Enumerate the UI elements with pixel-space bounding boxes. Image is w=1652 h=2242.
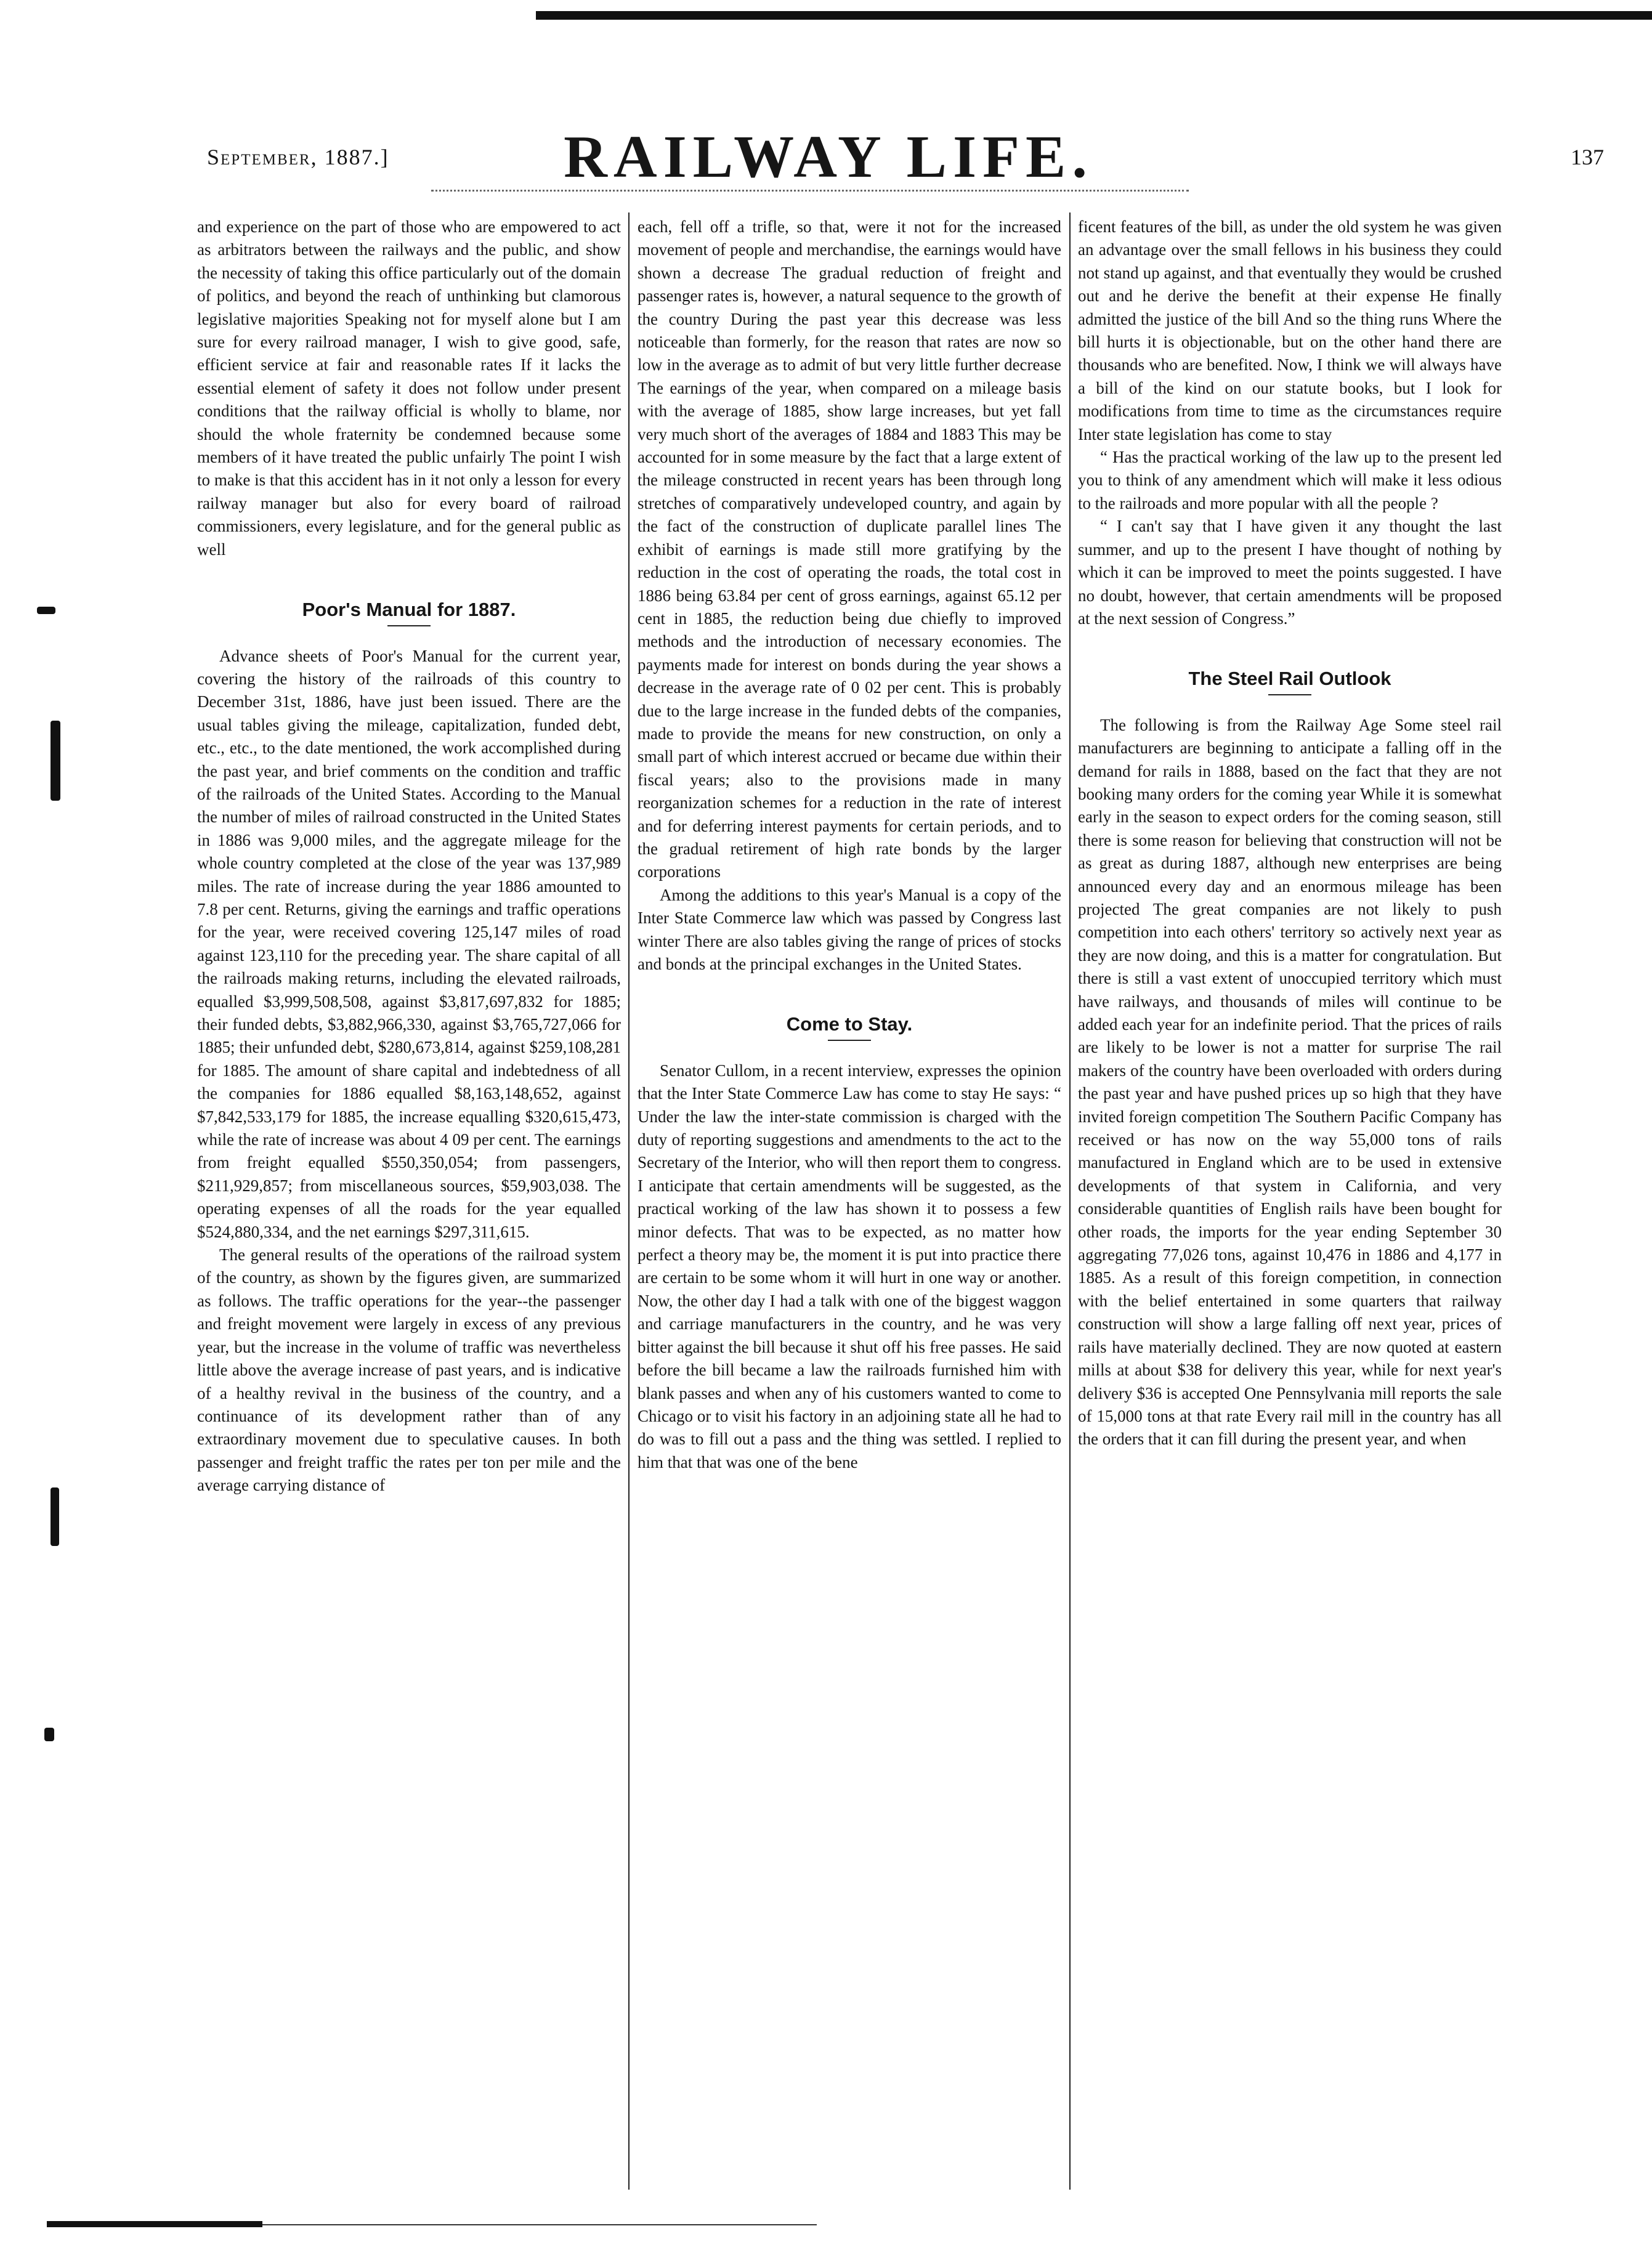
- issue-date: September, 1887.]: [207, 145, 389, 169]
- paragraph: Advance sheets of Poor's Manual for the current year, covering the history of the railroads of this country to December 31st, 1886, have just been issued. There are the usual tables giving the mileage, capitalization, funded debt, etc., etc., to the date mentioned, the work accomplished during the past year, and brief comments on the condition and traffic of the railroads of the United States. According to the Manual the number of miles of railroad constructed in the United States in 1886 was 9,000 miles, and the aggregate mileage for the whole country completed at the close of the year was 137,989 miles. The rate of increase during the year 1886 amounted to 7.8 per cent. Returns, giving the earnings and traffic operations for the year, were received covering 125,147 miles of road against 123,110 for the preceding year. The share capital of all the railroads making returns, including the elevated railroads, equalled $3,999,508,508, against $3,817,697,832 for 1885; their funded debts, $3,882,966,330, against $3,765,727,066 for 1885; their unfunded debt, $280,673,814, against $259,108,281 for 1885. The amount of share capital and indebtedness of all the companies for 1886 equalled $8,163,148,652, against $7,842,533,179 for 1885, the increase equalling $320,615,473, while the rate of increase was about 4 09 per cent. The earnings from freight equalled $550,350,054; from passengers, $211,929,857; from miscellaneous sources, $59,903,038. The operating expenses of all the roads for the year equalled $524,880,334, and the net earnings $297,311,615.: [197, 646, 621, 1241]
- paragraph: “ I can't say that I have given it any thought the last summer, and up to the present I have thought of nothing by which it can be improved to meet the points suggested. I have no doubt, however, that certain amendments will be proposed at the next session of Congress.”: [1078, 517, 1502, 628]
- top-edge-rule: [536, 11, 1652, 20]
- heading-rule: [1268, 694, 1311, 695]
- page-header: [0, 123, 1652, 209]
- column-rule: [1069, 212, 1071, 2190]
- column-middle: [638, 216, 1061, 1474]
- bottom-edge-rule: [47, 2221, 262, 2227]
- paragraph: The following is from the Railway Age Some steel rail manufacturers are beginning to anticipate a falling off in the demand for rails in 1888, based on the fact that they are not booking many orders for the coming year While it is somewhat early in the season to expect orders for the coming season, still there is some reason for believing that construction will not be as great as during 1887, although new enterprises are being announced every day and an enormous mileage has been projected The great companies are not likely to push competition into each others' territory so actively next year as they are now doing, and this is a matter for congratulation. But there is still a vast extent of unoccupied territory which must have railways, and thousands of miles will continue to be added each year for an indefinite period. That the prices of rails are likely to be lower is not a matter for surprise The rail makers of the country have been overloaded with orders during the past year and have pushed prices up so high that they have invited foreign competition The Southern Pacific Company has received or has now on the way 55,000 tons of rails manufactured in England which are to be used in extensive developments of that system in California, and very considerable quantities of English rails have been bought for other roads, the imports for the year ending September 30 aggregating 77,026 tons, against 10,476 in 1886 and 4,177 in 1885. As a result of this foreign competition, in connection with the belief entertained in some quarters that railway construction will show a large falling off next year, prices of rails have materially declined. They are now quoted at eastern mills at about $38 for delivery this year, while for next year's delivery $36 is accepted One Pennsylvania mill reports the sale of 15,000 tons at that rate Every rail mill in the country has all the orders that it can fill during the present year, and when: [1078, 715, 1502, 1449]
- margin-blot: [44, 1728, 54, 1741]
- article-heading: Poor's Manual for 1887.: [302, 599, 516, 621]
- column-left: [197, 216, 621, 1497]
- column-right: [1078, 216, 1502, 1451]
- article-heading: Come to Stay.: [786, 1013, 913, 1035]
- paragraph: “ Has the practical working of the law up to the present led you to think of any amendment which will make it less odious to the railroads and more popular with all the people ?: [1078, 448, 1502, 512]
- binding-hole-mark: [51, 721, 60, 801]
- heading-rule: [828, 1040, 871, 1041]
- paragraph: Among the additions to this year's Manual is a copy of the Inter State Commerce law which was passed by Congress last winter There are also tables giving the range of prices of stocks and bonds at the principal exchanges in the United States.: [638, 885, 1061, 973]
- header-divider: [431, 190, 1189, 196]
- binding-hole-mark: [51, 1487, 59, 1546]
- paragraph: ficent features of the bill, as under the old system he was given an advantage over the small fellows in his business they could not stand up against, and that eventually they would be crushed out and he derive the benefit at their expense He finally admitted the justice of the bill And so the thing runs Where the bill hurts it is objectionable, but on the other hand there are thousands who are benefited. Now, I think we will always have a bill of the kind on our statute books, but I look for modifications from time to time as the circumstances require Inter state legislation has come to stay: [1078, 217, 1502, 443]
- bottom-edge-rule-thin: [262, 2224, 817, 2225]
- page-number: 137: [1571, 145, 1604, 169]
- heading-rule: [387, 625, 431, 626]
- paragraph: and experience on the part of those who are empowered to act as arbitrators between the railways and the public, and show the necessity of taking this office particularly out of the domain of politics, and beyond the reach of unthinking but clamorous legislative majorities Speaking not for myself alone but I am sure for every railroad manager, I wish to give good, safe, efficient service at fair and reasonable rates If it lacks the essential element of safety it does not follow under present conditions that the railway official is wholly to blame, nor should the whole fraternity be condemned because some members of it have treated the public unfairly The point I wish to make is that this accident has in it not only a lesson for every railway manager but also for every board of railroad commissioners, every legislature, and for the general public as well: [197, 217, 621, 559]
- paragraph: Senator Cullom, in a recent interview, expresses the opinion that the Inter State Commerce Law has come to stay He says: “ Under the law the inter-state commission is charged with the duty of reporting suggestions and amendments to the act to the Secretary of the Interior, who will then report them to congress. I anticipate that certain amendments will be suggested, as the practical working of the law has shown it to possess a few minor defects. That was to be expected, as no matter how perfect a theory may be, the moment it is put into practice there are certain to be some whom it will hurt in one way or another. Now, the other day I had a talk with one of the biggest waggon and carriage manufacturers in the country, and he was very bitter against the bill because it shut off his free passes. He said before the bill became a law the railroads furnished him with blank passes and when any of his customers wanted to come to Chicago or to visit his factory in an adjoining state all he had to do was to fill out a pass and the thing was settled. I replied to him that that was one of the bene: [638, 1061, 1061, 1471]
- margin-blot: [37, 607, 55, 614]
- column-rule: [628, 212, 630, 2190]
- masthead-title: RAILWAY LIFE.: [564, 124, 1093, 190]
- paragraph: The general results of the operations of the railroad system of the country, as shown by the figures given, are summarized as follows. The traffic operations for the year--the passenger and freight movement were largely in excess of any previous year, but the increase in the volume of traffic was nevertheless little above the average increase of past years, and is indicative of a healthy revival in the business of the country, and a continuance of its development rather than of any extraordinary movement due to speculative causes. In both passenger and freight traffic the rates per ton per mile and the average carrying distance of: [197, 1245, 621, 1495]
- article-heading: The Steel Rail Outlook: [1188, 668, 1391, 690]
- paragraph: each, fell off a trifle, so that, were it not for the increased movement of people and merchandise, the earnings would have shown a decrease The gradual reduction of freight and passenger rates is, however, a natural sequence to the growth of the country During the past year this decrease was less noticeable than formerly, for the reason that rates are now so low in the average as to admit of but very little further decrease The earnings of the year, when compared on a mileage basis with the average of 1885, show large increases, but yet fall very much short of the averages of 1884 and 1883 This may be accounted for in some measure by the fact that a large extent of the mileage constructed in recent years has been through long stretches of comparatively undeveloped country, and again by the fact of the construction of duplicate parallel lines The exhibit of earnings is made still more gratifying by the reduction in the cost of operating the roads, the total cost in 1886 being 63.84 per cent of gross earnings, against 65.12 per cent in 1885, the reduction being due chiefly to improved methods and the introduction of necessary economies. The payments made for interest on bonds during the year shows a decrease in the average rate of 0 02 per cent. This is probably due to the large increase in the funded debts of the companies, made to provide the means for new construction, on only a small part of which interest accrued or became due within their fiscal years; also to the provisions made in many reorganization schemes for a reduction in the rate of interest and for deferring interest payments for certain periods, and to the gradual retirement of high rate bonds by the larger corporations: [638, 217, 1061, 881]
